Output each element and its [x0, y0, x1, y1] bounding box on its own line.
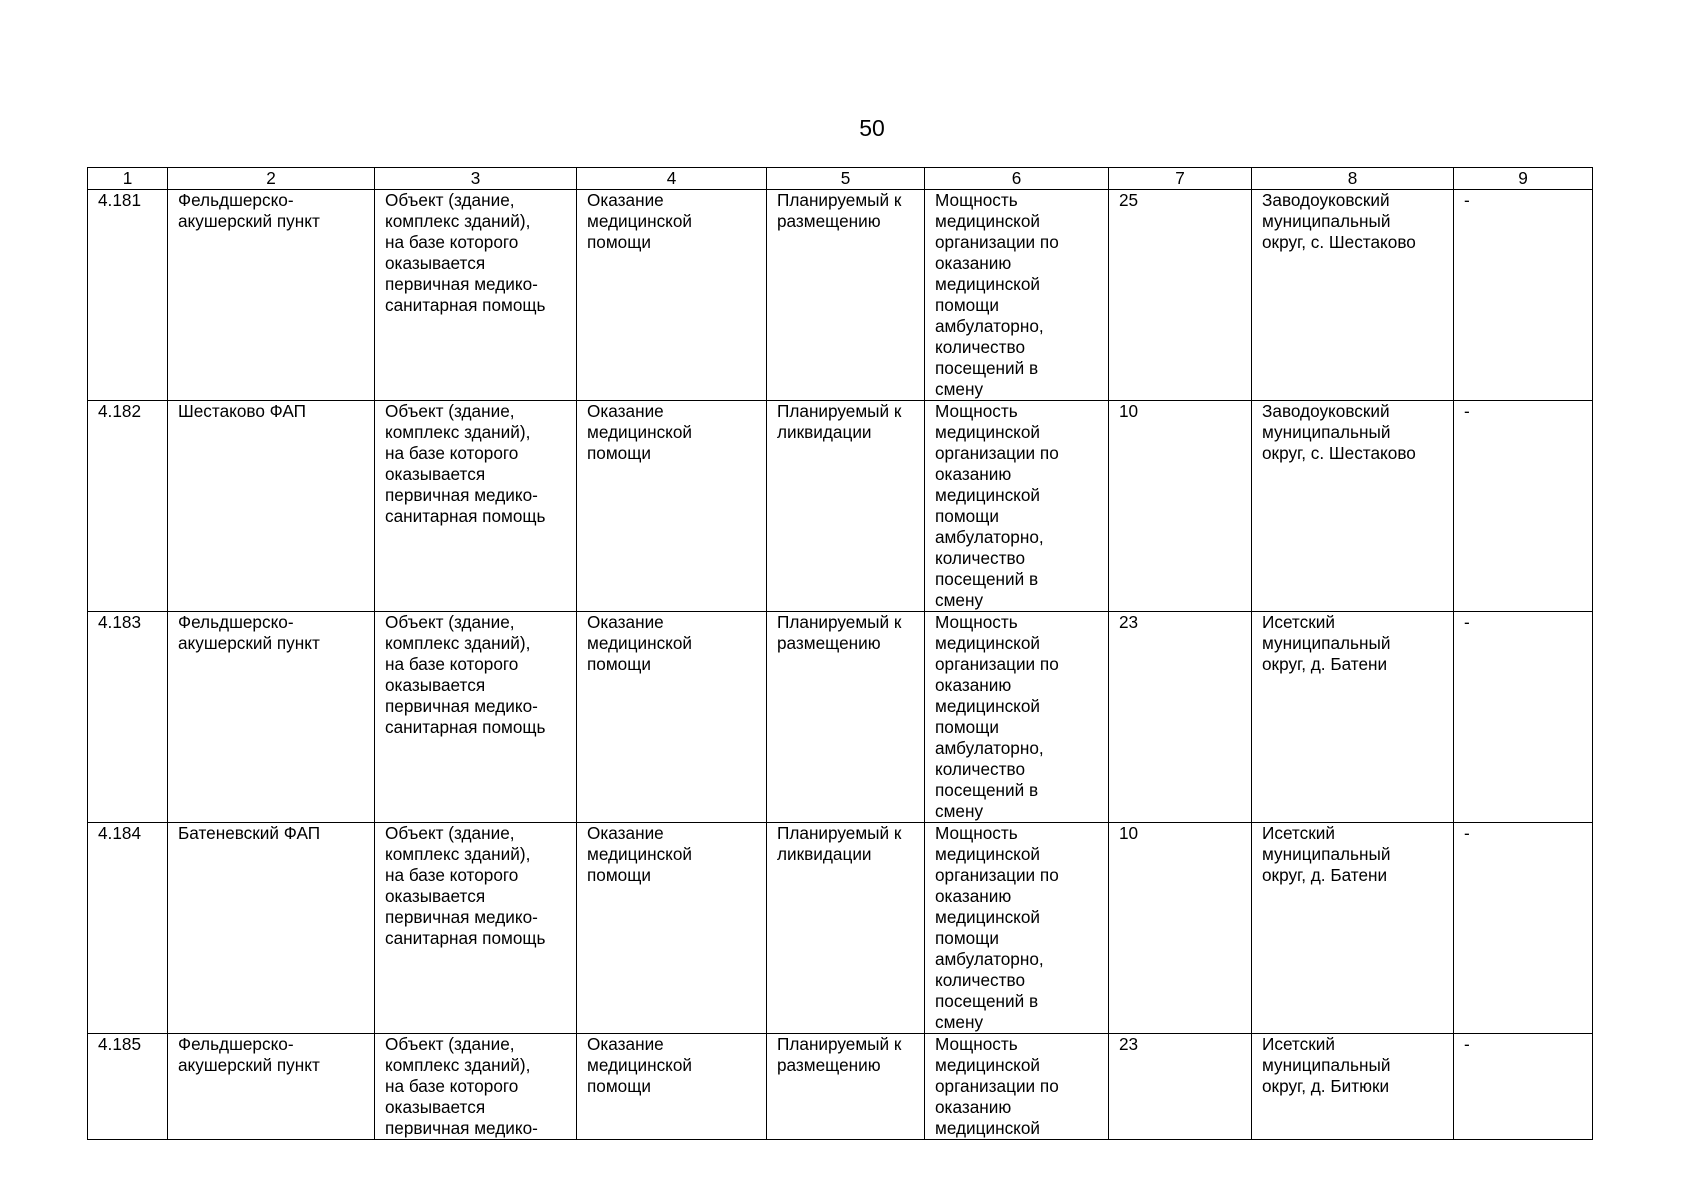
- cell-object-type: Объект (здание, комплекс зданий), на базе которого оказывается первичная медико- санитарная помощь: [375, 612, 577, 823]
- column-header: 2: [168, 168, 375, 190]
- cell-location: Исетский муниципальный округ, д. Батени: [1252, 823, 1454, 1034]
- cell-purpose: Оказание медицинской помощи: [577, 1034, 767, 1140]
- cell-characteristic: Мощность медицинской организации по оказанию медицинской помощи амбулаторно, количество посещений в смену: [925, 401, 1109, 612]
- page-number: 50: [859, 115, 885, 141]
- table-row: [88, 612, 1593, 823]
- cell-purpose: Оказание медицинской помощи: [577, 612, 767, 823]
- cell-characteristic: Мощность медицинской организации по оказанию медицинской помощи амбулаторно, количество посещений в смену: [925, 190, 1109, 401]
- cell-location: Заводоуковский муниципальный округ, с. Шестаково: [1252, 190, 1454, 401]
- cell-value: 23: [1109, 1034, 1252, 1140]
- column-header: 5: [767, 168, 925, 190]
- cell-location: Заводоуковский муниципальный округ, с. Шестаково: [1252, 401, 1454, 612]
- cell-zone: -: [1454, 401, 1593, 612]
- cell-object-type: Объект (здание, комплекс зданий), на базе которого оказывается первичная медико- санитарная помощь: [375, 401, 577, 612]
- cell-object-name: Фельдшерско- акушерский пункт: [168, 1034, 375, 1140]
- column-header: 1: [88, 168, 168, 190]
- cell-characteristic: Мощность медицинской организации по оказанию медицинской помощи амбулаторно, количество посещений в смену: [925, 612, 1109, 823]
- cell-object-type: Объект (здание, комплекс зданий), на базе которого оказывается первичная медико- санитарная помощь: [375, 823, 577, 1034]
- cell-characteristic: Мощность медицинской организации по оказанию медицинской: [925, 1034, 1109, 1140]
- cell-item-number: 4.181: [88, 190, 168, 401]
- cell-purpose: Оказание медицинской помощи: [577, 190, 767, 401]
- cell-zone: -: [1454, 1034, 1593, 1140]
- cell-object-name: Фельдшерско- акушерский пункт: [168, 190, 375, 401]
- cell-zone: -: [1454, 190, 1593, 401]
- table-row: [88, 1034, 1593, 1140]
- column-header: 8: [1252, 168, 1454, 190]
- cell-purpose: Оказание медицинской помощи: [577, 823, 767, 1034]
- cell-value: 10: [1109, 823, 1252, 1034]
- cell-zone: -: [1454, 823, 1593, 1034]
- cell-item-number: 4.183: [88, 612, 168, 823]
- column-header: 6: [925, 168, 1109, 190]
- table-row: [88, 823, 1593, 1034]
- cell-location: Исетский муниципальный округ, д. Битюки: [1252, 1034, 1454, 1140]
- column-header: 7: [1109, 168, 1252, 190]
- cell-location: Исетский муниципальный округ, д. Батени: [1252, 612, 1454, 823]
- cell-object-type: Объект (здание, комплекс зданий), на базе которого оказывается первичная медико- санитарная помощь: [375, 190, 577, 401]
- cell-status: Планируемый к ликвидации: [767, 401, 925, 612]
- table-row: [88, 401, 1593, 612]
- cell-zone: -: [1454, 612, 1593, 823]
- document-table: [87, 167, 1593, 1140]
- cell-item-number: 4.182: [88, 401, 168, 612]
- cell-object-type: Объект (здание, комплекс зданий), на базе которого оказывается первичная медико-: [375, 1034, 577, 1140]
- cell-status: Планируемый к размещению: [767, 612, 925, 823]
- cell-object-name: Батеневский ФАП: [168, 823, 375, 1034]
- cell-item-number: 4.185: [88, 1034, 168, 1140]
- column-header: 4: [577, 168, 767, 190]
- cell-characteristic: Мощность медицинской организации по оказанию медицинской помощи амбулаторно, количество посещений в смену: [925, 823, 1109, 1034]
- table-row: [88, 190, 1593, 401]
- cell-purpose: Оказание медицинской помощи: [577, 401, 767, 612]
- cell-status: Планируемый к размещению: [767, 190, 925, 401]
- cell-status: Планируемый к размещению: [767, 1034, 925, 1140]
- cell-status: Планируемый к ликвидации: [767, 823, 925, 1034]
- cell-object-name: Фельдшерско- акушерский пункт: [168, 612, 375, 823]
- cell-value: 23: [1109, 612, 1252, 823]
- cell-value: 10: [1109, 401, 1252, 612]
- column-header: 3: [375, 168, 577, 190]
- column-header: 9: [1454, 168, 1593, 190]
- table-header-row: [88, 168, 1593, 190]
- cell-item-number: 4.184: [88, 823, 168, 1034]
- cell-value: 25: [1109, 190, 1252, 401]
- cell-object-name: Шестаково ФАП: [168, 401, 375, 612]
